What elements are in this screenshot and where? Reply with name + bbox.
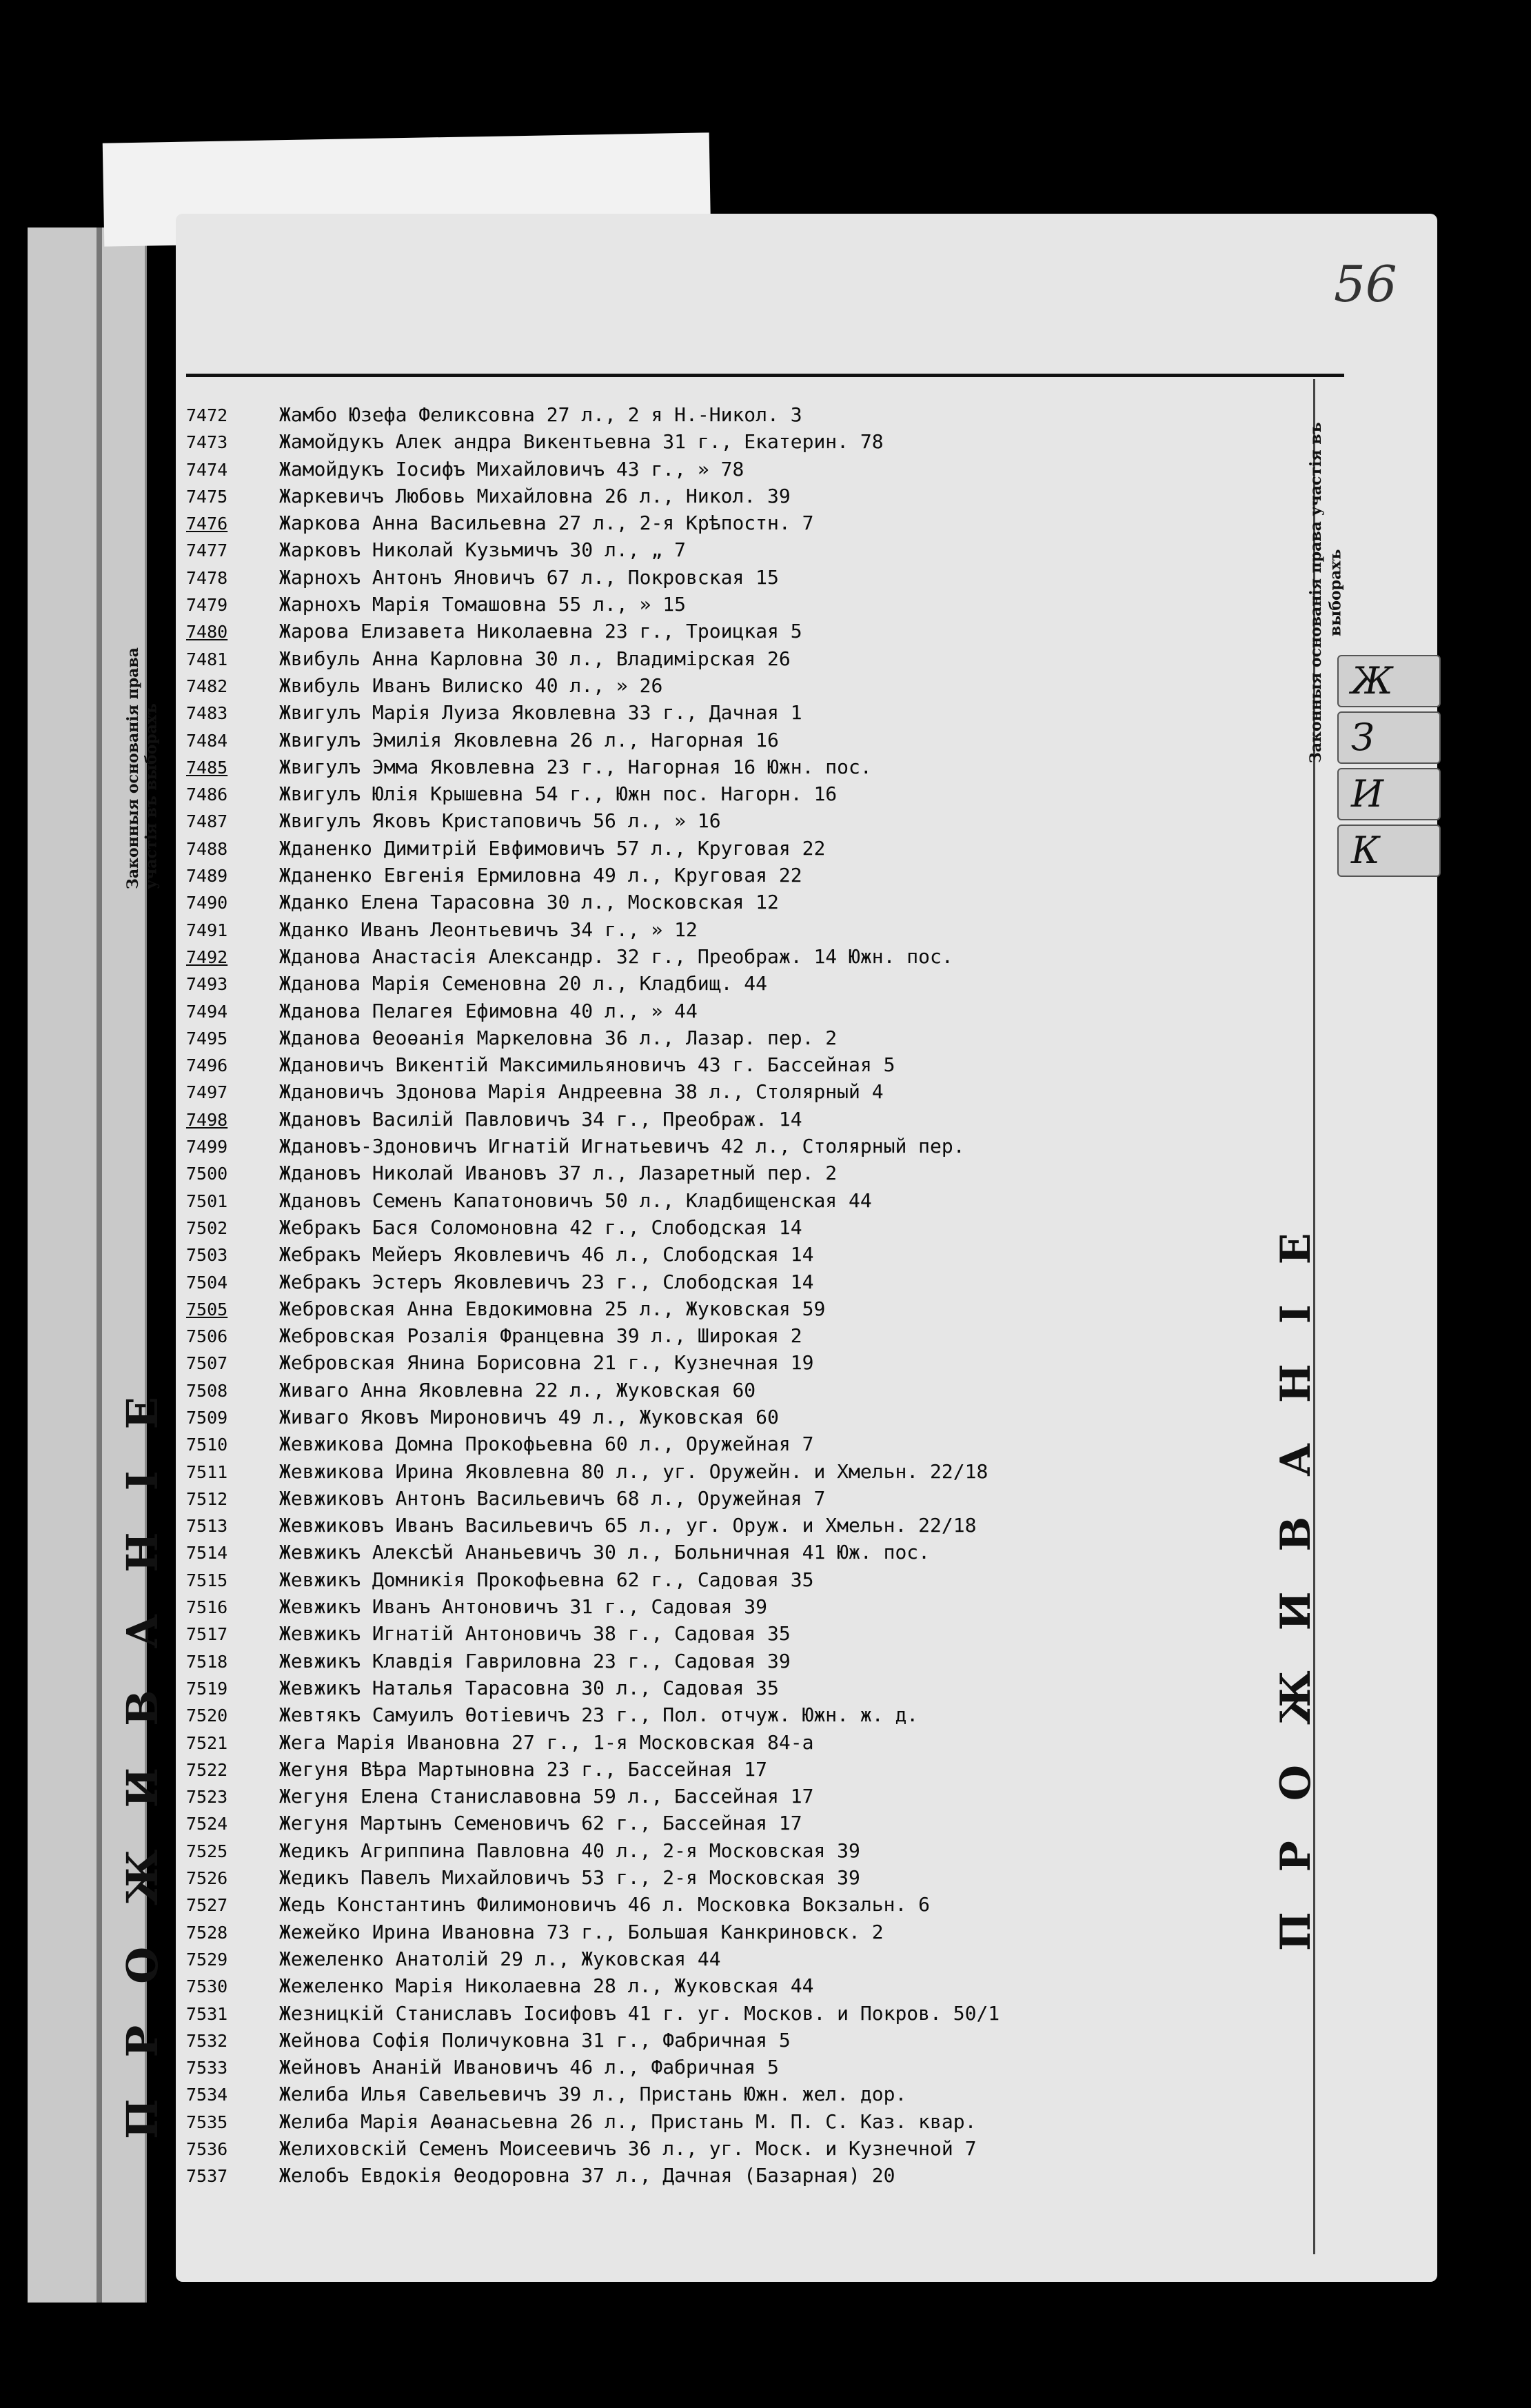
list-item: [186, 1595, 1268, 1622]
entry-number: 7498: [186, 1109, 228, 1130]
entry-text: Живаго Анна Яковлевна 22 л., Жуковская 60: [279, 1378, 756, 1402]
list-item: [186, 1297, 1268, 1324]
entry-number: 7532: [186, 2030, 228, 2051]
entry-number: 7477: [186, 540, 228, 561]
list-item: [186, 1108, 1268, 1135]
entry-number: 7505: [186, 1299, 228, 1319]
entry-number: 7495: [186, 1028, 228, 1049]
entry-number: 7533: [186, 2058, 228, 2078]
entry-text: Желиховскій Семенъ Моисеевичъ 36 л., уг. Моск. и Кузнечной 7: [279, 2137, 977, 2160]
list-item: [186, 485, 1268, 512]
entry-number: 7508: [186, 1380, 228, 1401]
entry-text: Жевжикъ Наталья Тарасовна 30 л., Садовая 35: [279, 1676, 779, 1699]
entry-text: Ждановъ Семенъ Капатоновичъ 50 л., Кладбищенская 44: [279, 1188, 872, 1212]
entry-text: Жевжикъ Клавдія Гавриловна 23 г., Садовая 39: [279, 1649, 791, 1672]
entry-list: [186, 403, 1268, 2192]
entry-number: 7530: [186, 1976, 228, 1997]
previous-page-edge: [28, 227, 168, 2303]
entry-number: 7491: [186, 920, 228, 940]
entry-number: 7489: [186, 866, 228, 887]
entry-text: Жданенко Димитрій Евфимовичъ 57 л., Круговая 22: [279, 836, 826, 860]
list-item: [186, 1812, 1268, 1839]
previous-page-column-header: Законныя основанія права участія въ выборахъ: [124, 647, 161, 889]
list-item: [186, 1000, 1268, 1026]
list-item: [186, 1460, 1268, 1487]
list-item: [186, 2002, 1268, 2029]
list-item: [186, 1839, 1268, 1866]
list-item: [186, 1893, 1268, 1920]
entry-text: Жежейко Ирина Ивановна 73 г., Большая Канкриновск. 2: [279, 1920, 884, 1943]
entry-text: Жвигулъ Эмилія Яковлевна 26 л., Нагорная 16: [279, 728, 779, 751]
list-item: [186, 1324, 1268, 1351]
entry-text: Жебракъ Мейеръ Яковлевичъ 46 л., Слободская 14: [279, 1243, 814, 1266]
list-item: [186, 566, 1268, 593]
list-item: [186, 809, 1268, 836]
entry-text: Жевжикъ Игнатій Антоновичъ 38 г., Садовая 35: [279, 1622, 791, 1646]
entry-text: Жвибуль Иванъ Вилиско 40 л., » 26: [279, 674, 663, 697]
entry-text: Жевтякъ Самуилъ Ѳотіевичъ 23 г., Пол. отчуж. Южн. ж. д.: [279, 1703, 919, 1727]
entry-text: Жебровская Янина Борисовна 21 г., Кузнечная 19: [279, 1351, 814, 1375]
entry-number: 7515: [186, 1570, 228, 1590]
list-item: [186, 701, 1268, 728]
entry-text: Жвигулъ Юлія Крышевна 54 г., Южн пос. Нагорн. 16: [279, 782, 838, 806]
entry-number: 7492: [186, 947, 228, 967]
list-item: [186, 2110, 1268, 2137]
entry-number: 7518: [186, 1651, 228, 1672]
entry-number: 7504: [186, 1272, 228, 1293]
entry-number: 7524: [186, 1814, 228, 1834]
entry-text: Жданова Марія Семеновна 20 л., Кладбищ. 44: [279, 972, 768, 995]
list-item: [186, 918, 1268, 945]
list-item: [186, 458, 1268, 485]
entry-text: Жарова Елизавета Николаевна 23 г., Троицкая 5: [279, 620, 802, 643]
entry-text: Жебровская Анна Евдокимовна 25 л., Жуковская 59: [279, 1297, 826, 1320]
entry-number: 7472: [186, 405, 228, 425]
entry-text: Жедикъ Павелъ Михайловичъ 53 г., 2-я Московская 39: [279, 1866, 860, 1890]
entry-text: Ждановъ Василій Павловичъ 34 г., Преображ. 14: [279, 1107, 802, 1131]
entry-text: Ждановъ-Здоновичъ Игнатій Игнатьевичъ 42 л., Столярный пер.: [279, 1135, 965, 1158]
list-item: [186, 1216, 1268, 1243]
entry-text: Жданко Елена Тарасовна 30 л., Московская 12: [279, 891, 779, 914]
list-item: [186, 837, 1268, 864]
entry-number: 7501: [186, 1191, 228, 1211]
entry-text: Жегуня Мартынъ Семеновичъ 62 г., Бассейная 17: [279, 1812, 802, 1835]
list-item: [186, 1080, 1268, 1107]
entry-text: Жаркова Анна Васильевна 27 л., 2-я Крѣпостн. 7: [279, 512, 814, 535]
entry-text: Жевжикъ Алексѣй Ананьевичъ 30 л., Больничная 41 Юж. пос.: [279, 1541, 931, 1564]
entry-number: 7528: [186, 1922, 228, 1943]
entry-number: 7497: [186, 1082, 228, 1103]
entry-number: 7478: [186, 567, 228, 588]
list-item: [186, 2029, 1268, 2056]
entry-text: Жевжиковъ Иванъ Васильевичъ 65 л., уг. Оруж. и Хмельн. 22/18: [279, 1514, 977, 1537]
list-item: [186, 1622, 1268, 1649]
list-item: [186, 2164, 1268, 2191]
list-item: [186, 2083, 1268, 2109]
list-item: [186, 1406, 1268, 1433]
entry-text: Жамойдукъ Іосифъ Михайловичъ 43 г., » 78: [279, 457, 744, 480]
list-item: [186, 2137, 1268, 2164]
entry-number: 7536: [186, 2139, 228, 2159]
entry-text: Жвигулъ Марія Луиза Яковлевна 33 г., Дачная 1: [279, 701, 802, 725]
entry-number: 7519: [186, 1678, 228, 1699]
list-item: [186, 1703, 1268, 1730]
entry-text: Жебровская Розалія Францевна 39 л., Широкая 2: [279, 1324, 802, 1348]
index-tab[interactable]: И: [1337, 768, 1441, 820]
entry-number: 7529: [186, 1949, 228, 1970]
entry-text: Жевжикова Ирина Яковлевна 80 л., уг. Оружейн. и Хмельн. 22/18: [279, 1459, 988, 1483]
entry-number: 7503: [186, 1245, 228, 1266]
entry-number: 7535: [186, 2112, 228, 2132]
list-item: [186, 1514, 1268, 1541]
page-edge-shadow: [97, 227, 102, 2303]
entry-text: Жегуня Елена Станиславовна 59 л., Бассейная 17: [279, 1785, 814, 1808]
entry-text: Жевжикъ Иванъ Антоновичъ 31 г., Садовая 39: [279, 1595, 768, 1619]
list-item: [186, 1026, 1268, 1053]
entry-number: 7484: [186, 730, 228, 751]
list-item: [186, 430, 1268, 457]
entry-text: Жебракъ Бася Соломоновна 42 г., Слободская 14: [279, 1215, 802, 1239]
list-item: [186, 1053, 1268, 1080]
entry-text: Жедь Константинъ Филимоновичъ 46 л. Московка Вокзальн. 6: [279, 1893, 931, 1916]
entry-number: 7522: [186, 1759, 228, 1780]
column-header: Законныя основанія права участія въ выборахъ: [1307, 422, 1345, 764]
entry-text: Жданова Анастасія Александр. 32 г., Преображ. 14 Южн. пос.: [279, 944, 953, 968]
entry-number: 7476: [186, 514, 228, 534]
entry-number: 7531: [186, 2003, 228, 2024]
entry-text: Жевжикъ Домникія Прокофьевна 62 г., Садовая 35: [279, 1568, 814, 1591]
entry-text: Жамойдукъ Алек андра Викентьевна 31 г., Екатерин. 78: [279, 430, 884, 454]
list-item: [186, 1866, 1268, 1893]
entry-text: Жвибуль Анна Карловна 30 л., Владимірская 26: [279, 647, 791, 670]
list-item: [186, 1947, 1268, 1974]
list-item: [186, 1731, 1268, 1758]
entry-number: 7473: [186, 432, 228, 453]
entry-text: Жедикъ Агриппина Павловна 40 л., 2-я Московская 39: [279, 1839, 860, 1862]
list-item: [186, 1541, 1268, 1568]
entry-number: 7513: [186, 1516, 228, 1537]
list-item: [186, 1243, 1268, 1270]
entry-text: Желиба Илья Савельевичъ 39 л., Пристань Южн. жел. дор.: [279, 2083, 907, 2106]
entry-text: Жежеленко Марія Николаевна 28 л., Жуковская 44: [279, 1974, 814, 1998]
list-item: [186, 1162, 1268, 1188]
list-item: [186, 945, 1268, 972]
entry-number: 7493: [186, 974, 228, 995]
list-item: [186, 1785, 1268, 1812]
list-item: [186, 1189, 1268, 1216]
entry-text: Ждановичъ Викентій Максимильяновичъ 43 г. Бассейная 5: [279, 1053, 895, 1077]
entry-number: 7527: [186, 1895, 228, 1916]
entry-number: 7506: [186, 1326, 228, 1347]
entry-number: 7487: [186, 811, 228, 832]
top-rule: [186, 374, 1344, 377]
entry-text: Жданова Ѳеоѳанія Маркеловна 36 л., Лазар. пер. 2: [279, 1026, 838, 1049]
entry-number: 7520: [186, 1706, 228, 1726]
entry-text: Жамбо Юзефа Феликсовна 27 л., 2 я Н.-Никол. 3: [279, 403, 802, 426]
entry-text: Жебракъ Эстеръ Яковлевичъ 23 г., Слободская 14: [279, 1270, 814, 1293]
list-item: [186, 972, 1268, 999]
entry-number: 7512: [186, 1488, 228, 1509]
list-item: [186, 647, 1268, 674]
list-item: [186, 1135, 1268, 1162]
entry-number: 7488: [186, 838, 228, 859]
entry-text: Жданко Иванъ Леонтьевичъ 34 г., » 12: [279, 918, 698, 941]
entry-number: 7525: [186, 1841, 228, 1861]
entry-number: 7480: [186, 622, 228, 643]
entry-number: 7517: [186, 1624, 228, 1645]
list-item: [186, 756, 1268, 782]
list-item: [186, 1568, 1268, 1595]
entry-number: 7534: [186, 2085, 228, 2105]
entry-number: 7494: [186, 1001, 228, 1022]
entry-number: 7507: [186, 1353, 228, 1374]
entry-number: 7514: [186, 1543, 228, 1564]
entry-number: 7509: [186, 1407, 228, 1428]
list-item: [186, 403, 1268, 430]
list-item: [186, 674, 1268, 701]
entry-text: Жарнохъ Марія Томашовна 55 л., » 15: [279, 593, 687, 616]
entry-number: 7526: [186, 1868, 228, 1889]
list-item: [186, 1433, 1268, 1459]
entry-number: 7516: [186, 1597, 228, 1618]
list-item: [186, 620, 1268, 647]
entry-text: Жейновъ Ананій Ивановичъ 46 л., Фабричная 5: [279, 2056, 779, 2079]
previous-page-section-title: ПРОЖИВАНІЕ: [117, 1355, 168, 2140]
entry-number: 7511: [186, 1461, 228, 1482]
entry-number: 7483: [186, 703, 228, 724]
entry-text: Жарковъ Николай Кузьмичъ 30 л., „ 7: [279, 538, 687, 562]
entry-number: 7523: [186, 1787, 228, 1808]
entry-number: 7500: [186, 1164, 228, 1184]
list-item: [186, 512, 1268, 538]
entry-number: 7496: [186, 1055, 228, 1076]
index-tab[interactable]: К: [1337, 824, 1441, 877]
entry-text: Желобъ Евдокія Ѳеодоровна 37 л., Дачная (Базарная) 20: [279, 2164, 895, 2187]
entry-text: Жданенко Евгенія Ермиловна 49 л., Круговая 22: [279, 864, 802, 887]
list-item: [186, 1487, 1268, 1514]
index-tab[interactable]: Ж: [1337, 655, 1441, 707]
entry-text: Ждановъ Николай Ивановъ 37 л., Лазаретный пер. 2: [279, 1162, 838, 1185]
entry-number: 7490: [186, 893, 228, 913]
entry-text: Жвигулъ Яковъ Кристаповичъ 56 л., » 16: [279, 809, 721, 833]
entry-text: Желиба Марія Аѳанасьевна 26 л., Пристань М. П. С. Каз. квар.: [279, 2109, 977, 2133]
list-item: [186, 1921, 1268, 1947]
list-item: [186, 891, 1268, 918]
list-item: [186, 782, 1268, 809]
entry-text: Жегуня Вѣра Мартыновна 23 г., Бассейная 17: [279, 1757, 768, 1781]
list-item: [186, 729, 1268, 756]
list-item: [186, 864, 1268, 891]
list-item: [186, 1271, 1268, 1297]
list-item: [186, 1351, 1268, 1378]
entry-text: Живаго Яковъ Мироновичъ 49 л., Жуковская 60: [279, 1405, 779, 1428]
entry-text: Ждановичъ Здонова Марія Андреевна 38 л., Столярный 4: [279, 1080, 884, 1104]
entry-number: 7521: [186, 1732, 228, 1753]
alphabet-index-tabs: [1337, 655, 1441, 1448]
entry-text: Жейнова Софія Поличуковна 31 г., Фабричная 5: [279, 2028, 791, 2052]
entry-text: Жарнохъ Антонъ Яновичъ 67 л., Покровская 15: [279, 565, 779, 589]
entry-number: 7502: [186, 1217, 228, 1238]
entry-number: 7510: [186, 1435, 228, 1455]
entry-text: Жевжиковъ Антонъ Васильевичъ 68 л., Оружейная 7: [279, 1486, 826, 1510]
section-title: ПРОЖИВАНІЕ: [1272, 1193, 1320, 1951]
list-item: [186, 1758, 1268, 1785]
index-tab[interactable]: З: [1337, 711, 1441, 764]
entry-number: 7486: [186, 785, 228, 805]
entry-text: Жежеленко Анатолій 29 л., Жуковская 44: [279, 1947, 721, 1970]
entry-number: 7499: [186, 1137, 228, 1157]
entry-number: 7485: [186, 757, 228, 778]
entry-text: Жезницкій Станиславъ Іосифовъ 41 г. уг. Москов. и Покров. 50/1: [279, 2001, 1000, 2025]
entry-number: 7475: [186, 486, 228, 507]
list-item: [186, 593, 1268, 620]
entry-number: 7482: [186, 676, 228, 696]
entry-number: 7481: [186, 649, 228, 669]
list-item: [186, 1677, 1268, 1703]
entry-text: Жаркевичъ Любовь Михайловна 26 л., Никол. 39: [279, 484, 791, 507]
page-number: 56: [1334, 255, 1397, 313]
entry-number: 7537: [186, 2166, 228, 2187]
list-item: [186, 1650, 1268, 1677]
list-item: [186, 1379, 1268, 1406]
entry-text: Жевжикова Домна Прокофьевна 60 л., Оружейная 7: [279, 1433, 814, 1456]
entry-number: 7474: [186, 459, 228, 480]
entry-text: Жега Марія Ивановна 27 г., 1-я Московская 84-а: [279, 1730, 814, 1754]
entry-text: Жвигулъ Эмма Яковлевна 23 г., Нагорная 16 Южн. пос.: [279, 755, 872, 778]
list-item: [186, 538, 1268, 565]
list-item: [186, 1974, 1268, 2001]
entry-number: 7479: [186, 595, 228, 616]
entry-text: Жданова Пелагея Ефимовна 40 л., » 44: [279, 999, 698, 1022]
list-item: [186, 2056, 1268, 2083]
